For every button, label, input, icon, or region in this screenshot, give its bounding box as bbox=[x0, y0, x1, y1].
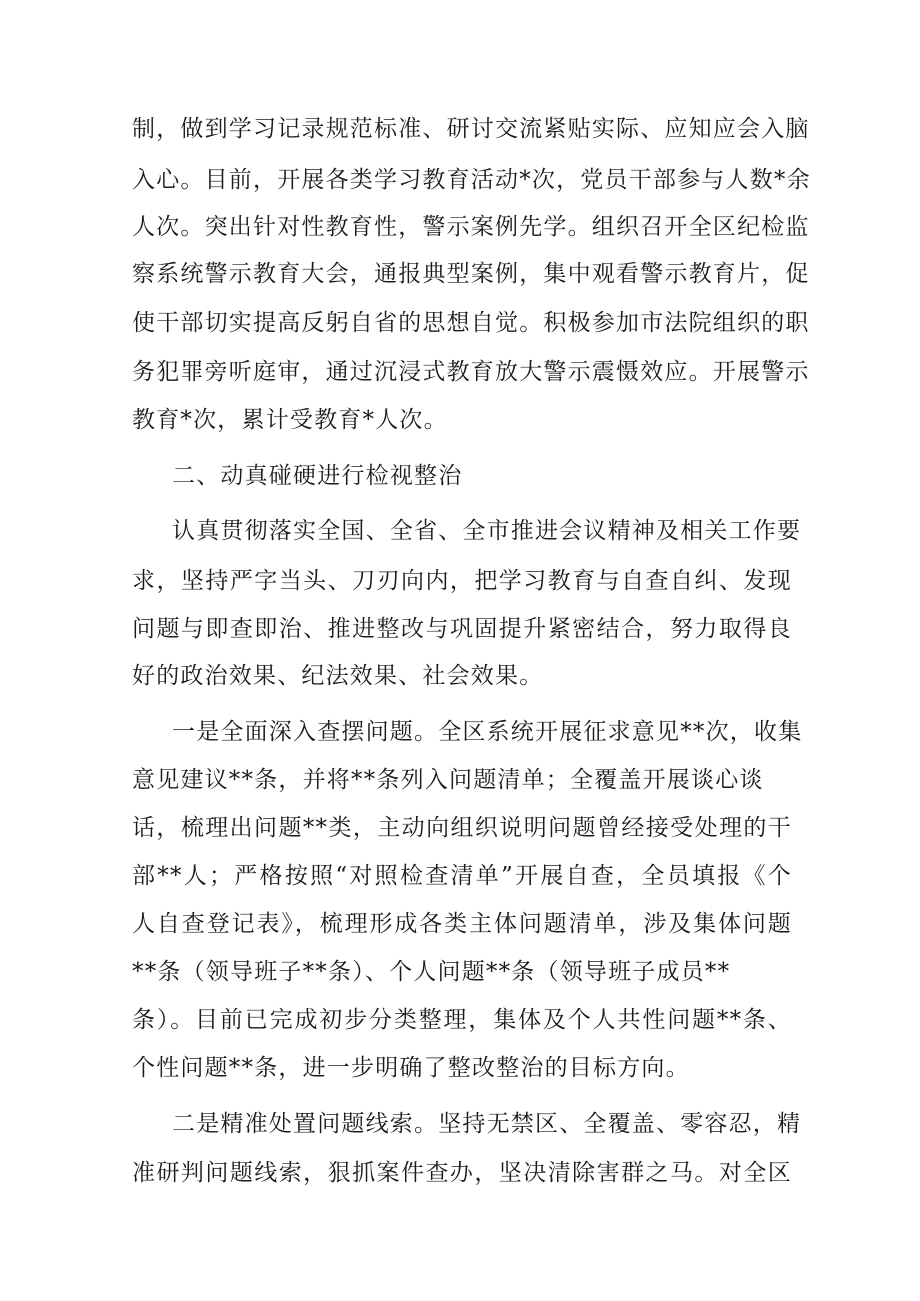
paragraph-3-line: **条（领导班子**条）、个人问题**条（领导班子成员** bbox=[132, 959, 731, 985]
section-heading: 二、动真碰硬进行检视整治 bbox=[172, 463, 463, 489]
paragraph-2-line: 好的政治效果、纪法效果、社会效果。 bbox=[132, 663, 544, 689]
paragraph-1-line: 人次。突出针对性教育性，警示案例先学。组织召开全区纪检监 bbox=[132, 214, 810, 240]
paragraph-3-line: 话，梳理出问题**类，主动向组织说明问题曾经接受处理的干 bbox=[132, 815, 792, 841]
paragraph-1-line: 使干部切实提高反躬自省的思想自觉。积极参加市法院组织的职 bbox=[132, 310, 810, 336]
paragraph-2-line: 问题与即查即治、推进整改与巩固提升紧密结合，努力取得良 bbox=[132, 616, 792, 642]
paragraph-1-line: 察系统警示教育大会，通报典型案例，集中观看警示教育片，促 bbox=[132, 261, 810, 287]
paragraph-3-line: 个性问题**条，进一步明确了整改整治的目标方向。 bbox=[132, 1055, 690, 1081]
paragraph-3-line: 条）。目前已完成初步分类整理，集体及个人共性问题**条、 bbox=[132, 1007, 792, 1033]
paragraph-1-line: 务犯罪旁听庭审，通过沉浸式教育放大警示震慑效应。开展警示 bbox=[132, 359, 810, 385]
paragraph-3-line: 一是全面深入查摆问题。全区系统开展征求意见**次，收集 bbox=[172, 719, 803, 745]
paragraph-3-line: 部**人；严格按照“对照检查清单”开展自查，全员填报《个 bbox=[132, 863, 792, 889]
paragraph-4-line: 准研判问题线索，狠抓案件查办，坚决清除害群之马。对全区 bbox=[132, 1160, 792, 1186]
paragraph-2-line: 求，坚持严字当头、刀刃向内，把学习教育与自查自纠、发现 bbox=[132, 568, 792, 594]
paragraph-1-line: 教育*次，累计受教育*人次。 bbox=[132, 407, 448, 433]
paragraph-3-line: 人自查登记表》，梳理形成各类主体问题清单，涉及集体问题 bbox=[132, 911, 792, 937]
paragraph-4-line: 二是精准处置问题线索。坚持无禁区、全覆盖、零容忍，精 bbox=[172, 1111, 802, 1137]
paragraph-1-line: 制，做到学习记录规范标准、研讨交流紧贴实际、应知应会入脑 bbox=[132, 116, 810, 142]
paragraph-2-line: 认真贯彻落实全国、全省、全市推进会议精神及相关工作要 bbox=[172, 518, 802, 544]
paragraph-3-line: 意见建议**条，并将**条列入问题清单；全覆盖开展谈心谈 bbox=[132, 767, 764, 793]
paragraph-1-line: 入心。目前，开展各类学习教育活动*次，党员干部参与人数*余 bbox=[132, 167, 811, 193]
